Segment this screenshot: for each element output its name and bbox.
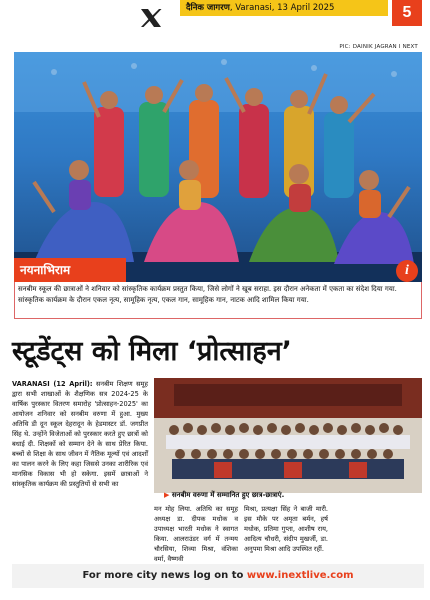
publication-name: दैनिक जागरण bbox=[186, 3, 230, 13]
section-tag: नयनाभिराम bbox=[14, 258, 126, 282]
caption-marker-icon: ▶ bbox=[164, 491, 170, 499]
footer-prefix: For more city news log on to bbox=[82, 570, 244, 581]
group-photo-caption bbox=[164, 491, 422, 500]
masthead: दैनिक जागरण, Varanasi, 13 April 2025 bbox=[180, 0, 388, 16]
article-body-1: सनबीम शिक्षण समूह द्वारा सभी शाखाओं के शैक्षणिक सत्र 2024-25 के वार्षिक पुरस्कार वितरण समारोह 'प्रोत्साहन-2025' का आयोजन शनिवार को सनबीम वरुणा में हुआ. मुख्य अतिथि डी दून स्कूल देहरादून के हेडमास्टर डॉ. जगप्रीत सिंह थे. उन्होंने विजेताओं को पुरस्कार करते हुए छात्रों को बधाई दी. शिक्षकों को सम्मान देने के साथ प्रेरित किया. बच्चों से शिक्षा के साथ जीवन में नैतिक मूल्यों एवं आदर्शों का पालन करने के लिए कहा जिससे उनका शारीरिक एवं मानसिक विकास भी हो सकेगा. इसमें छात्राओं ने सांस्कृतिक कार्यक्रम की प्रस्तुतियों से सभी का bbox=[12, 380, 148, 488]
main-photo bbox=[14, 52, 422, 282]
article-column-3: मिश्रा, प्रत्यक्षा सिंह ने बाजी मारी. इस मौके पर अमृता बर्मन, हर्ष मधोक, प्रतिमा गुप्ता, आशीष राय, आदित्य चौधरी, संदीप मुखर्जी, डा. अनुपमा मिश्रा आदि उपस्थित रहीं. bbox=[244, 505, 328, 553]
group-photo-caption-text: सनबीम वरुणा में सम्मानित हुए छात्र-छात्राएं. bbox=[171, 491, 285, 499]
masthead-city: Varanasi bbox=[235, 3, 272, 13]
group-photo bbox=[154, 378, 422, 493]
info-icon: i bbox=[396, 260, 418, 282]
photo-caption-text: सनबीम स्कूल की छात्राओं ने शनिवार को सांस्कृतिक कार्यक्रम प्रस्तुत किया, जिसे लोगों ने खूब सराहा. इस दौरान अनेकता में एकता का संदेश दिया गया. सांस्कृतिक कार्यक्रम के दौरान एकल नृत्य, सामूहिक नृत्य, एकल गान, सामूहिक गान, नाटक आदि शामिल किया गया. bbox=[18, 285, 397, 304]
x-logo-icon bbox=[138, 8, 164, 28]
footer-banner bbox=[12, 564, 424, 588]
article-dateline: VARANASI (12 April): bbox=[12, 380, 93, 388]
dancers-illustration bbox=[14, 52, 422, 282]
photo-credit: PIC: DAINIK JAGRAN I NEXT bbox=[339, 44, 418, 50]
article-column-2: मन मोह लिया. अतिथि का समूह अध्यक्ष डा. दीपक मधोक व उपाध्यक्ष भारती मधोक ने स्वागत किया. आलराउंडर वर्ग में तन्मय चौरसिया, शिव्या मिश्रा, वंशिका वर्मा, वैष्णवी bbox=[154, 505, 238, 563]
top-bar bbox=[0, 0, 430, 34]
footer-url-link[interactable]: www.inextlive.com bbox=[246, 570, 354, 581]
masthead-date: 13 April 2025 bbox=[277, 3, 335, 13]
article-column-1 bbox=[12, 379, 148, 489]
page-number: 5 bbox=[392, 0, 422, 26]
headline: स्टूडेंट्स को मिला ‘प्रोत्साहन’ bbox=[12, 336, 292, 367]
group-illustration bbox=[154, 378, 422, 493]
